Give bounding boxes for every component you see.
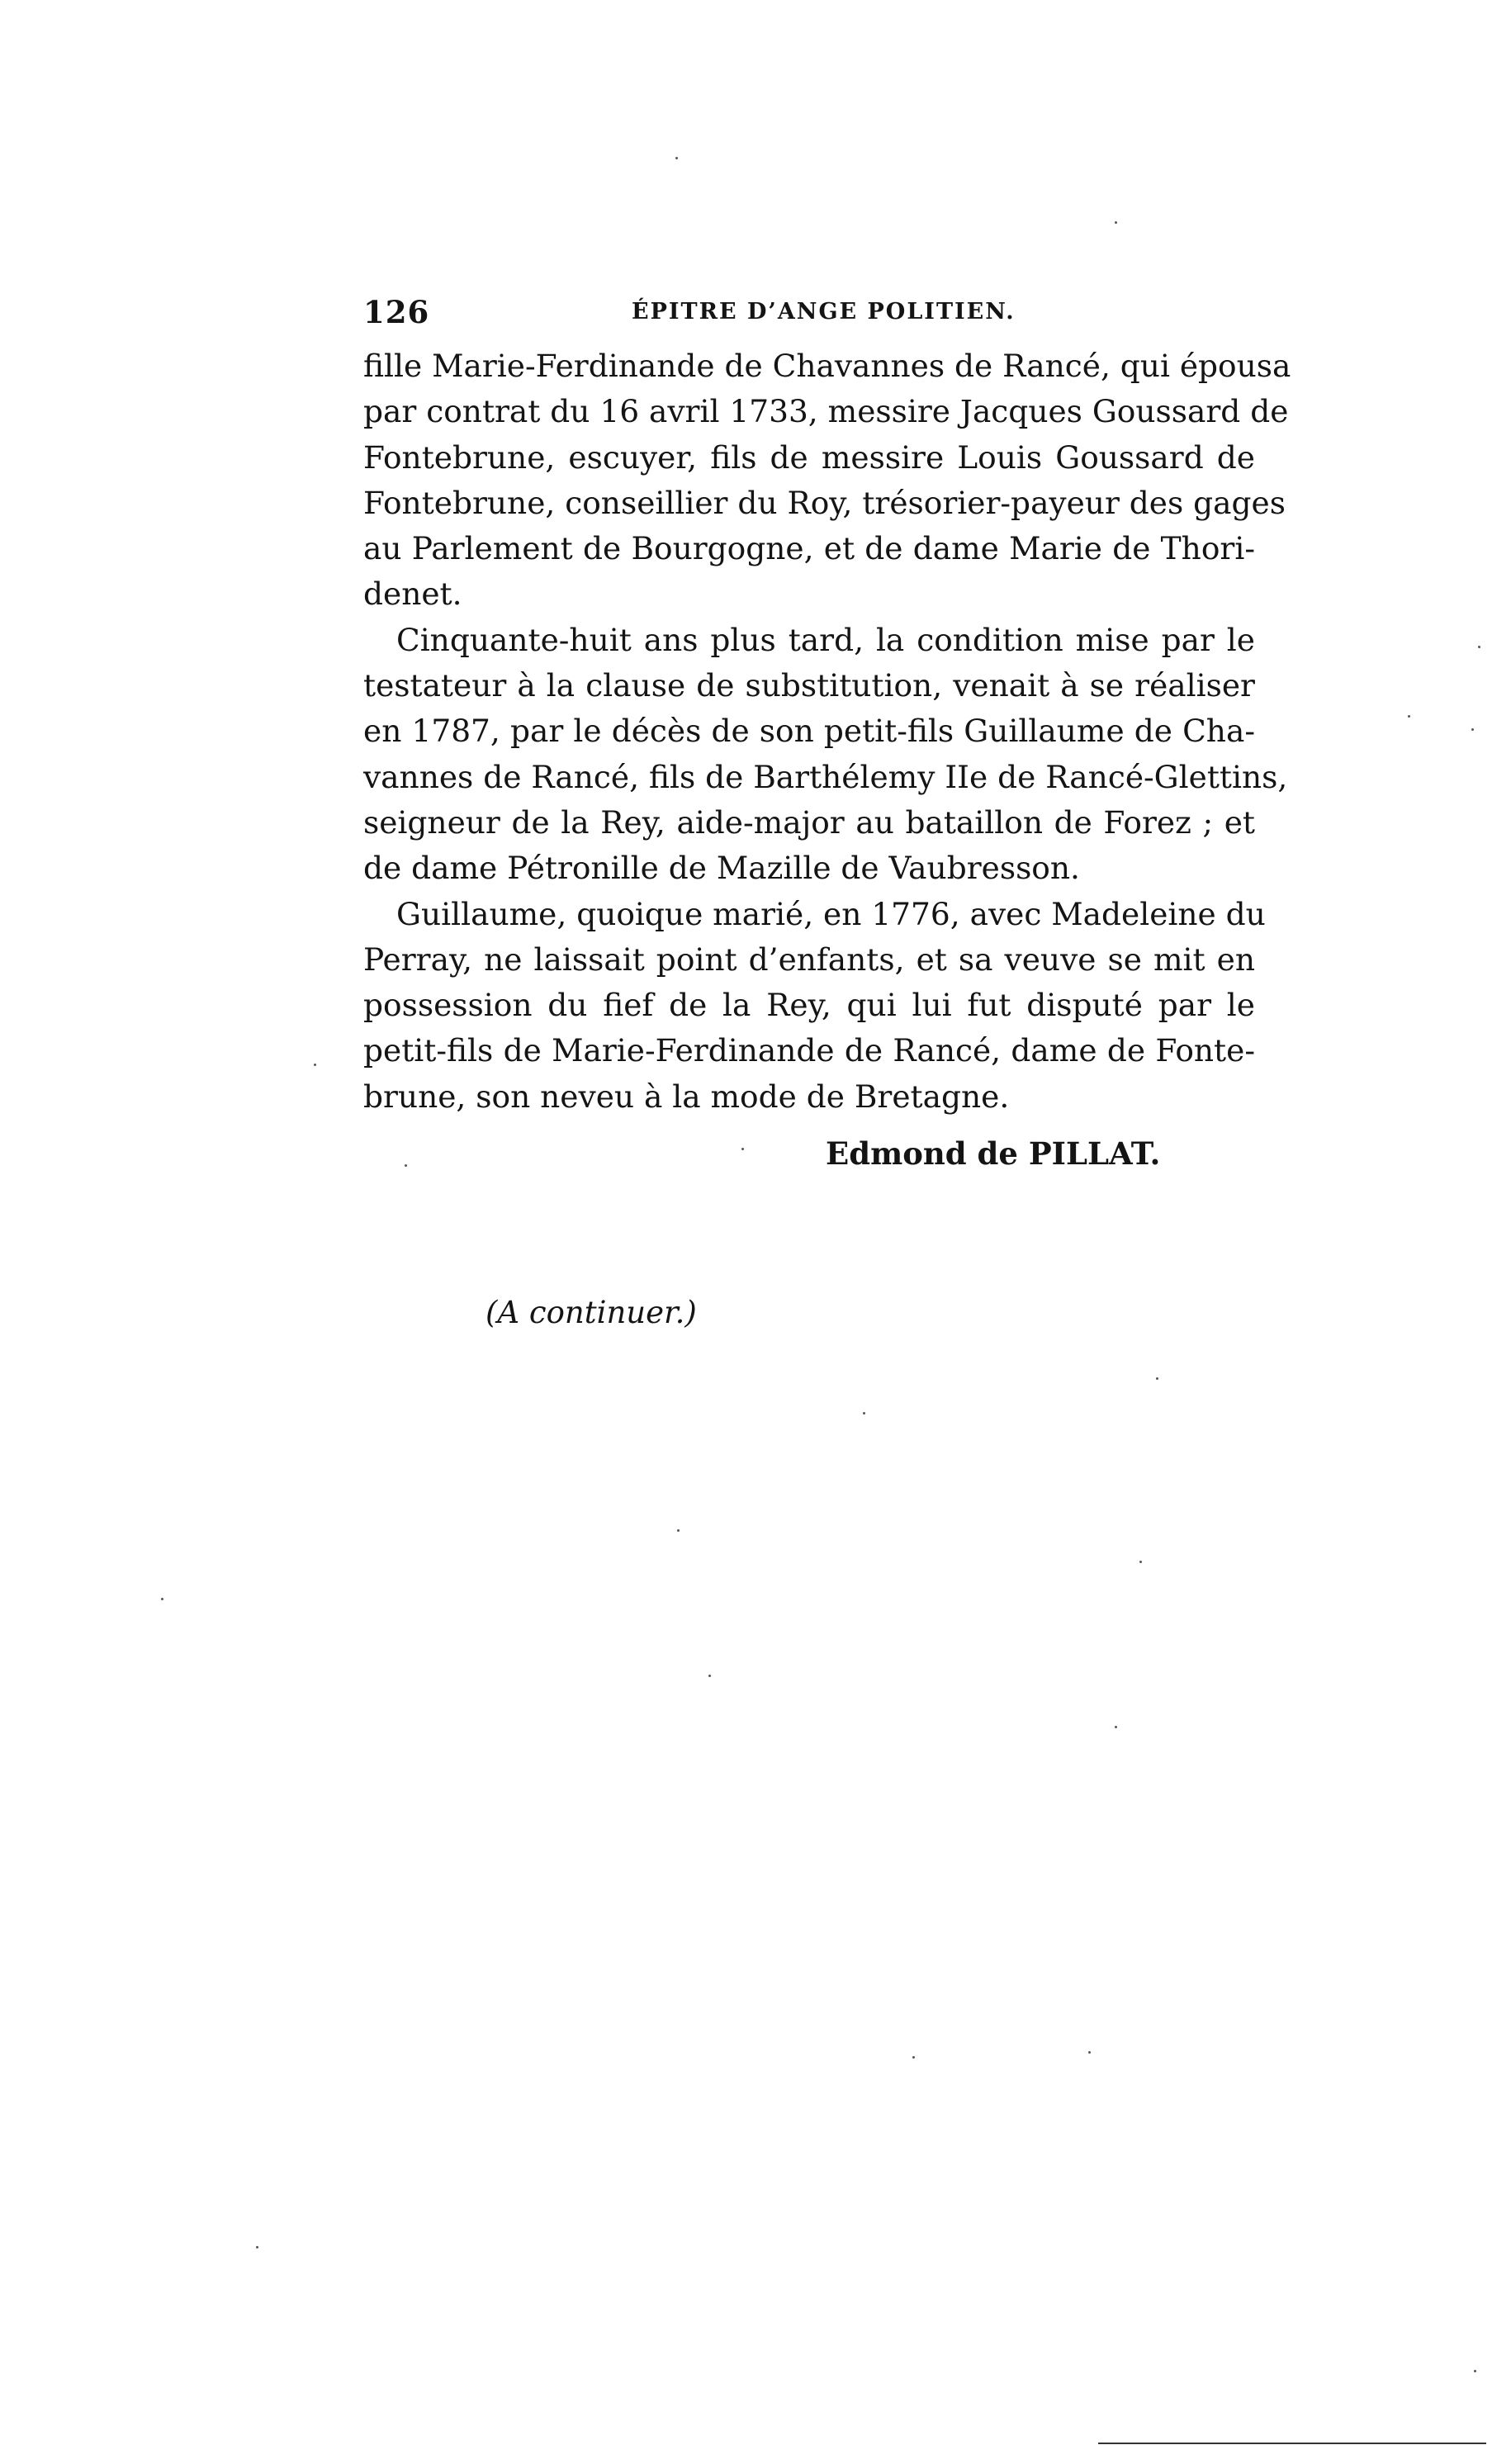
scan-speck	[1088, 2051, 1091, 2054]
scan-speck	[1471, 728, 1474, 731]
scan-edge-rule	[1098, 2443, 1486, 2444]
text-line: fille Marie-Ferdinande de Chavannes de Rancé, qui épousa	[363, 348, 1291, 384]
text-line: Perray, ne laissait point d’enfants, et sa veuve se mit en	[363, 941, 1255, 978]
text-line: Fontebrune, escuyer, fils de messire Louis Goussard de	[363, 438, 1255, 476]
scan-speck	[256, 2246, 258, 2248]
continuation-note: (A continuer.)	[486, 1295, 697, 1330]
scan-speck	[1478, 646, 1480, 648]
author-signature: Edmond de PILLAT.	[826, 1135, 1161, 1172]
scan-speck	[1156, 1377, 1158, 1380]
text-line: vannes de Rancé, fils de Barthélemy IIe de Rancé-Glettins,	[363, 758, 1288, 795]
text-line: de dame Pétronille de Mazille de Vaubresson.	[363, 850, 1080, 887]
page-header	[363, 294, 1239, 335]
scan-speck	[1474, 2370, 1476, 2372]
text-line: au Parlement de Bourgogne, et de dame Marie de Thori-	[363, 530, 1255, 567]
text-line: en 1787, par le décès de son petit-fils Guillaume de Cha-	[363, 713, 1255, 750]
paragraph-3	[363, 892, 1266, 1120]
text-line: Cinquante-huit ans plus tard, la condition mise par le	[396, 621, 1255, 658]
running-title: ÉPITRE D’ANGE POLITIEN.	[632, 299, 1016, 325]
text-line: Fontebrune, conseillier du Roy, trésorier-payeur des gages	[363, 484, 1286, 521]
scan-speck	[741, 1148, 744, 1150]
scan-speck	[314, 1064, 316, 1066]
text-line: possession du fief de la Rey, qui lui fut disputé par le	[363, 987, 1255, 1024]
scan-speck	[1115, 221, 1117, 224]
text-line: testateur à la clause de substitution, venait à se réaliser	[363, 667, 1255, 704]
scan-speck	[161, 1598, 163, 1600]
scan-speck	[708, 1675, 711, 1677]
body-text	[363, 344, 1291, 1120]
scan-speck	[1139, 1561, 1142, 1563]
paragraph-2	[363, 618, 1288, 892]
scan-speck	[863, 1412, 865, 1414]
scan-speck	[912, 2056, 915, 2059]
text-line: petit-fils de Marie-Ferdinande de Rancé, dame de Fonte-	[363, 1032, 1255, 1069]
scan-speck	[677, 1529, 680, 1532]
text-line: seigneur de la Rey, aide-major au bataillon de Forez ; et	[363, 803, 1255, 841]
scan-speck	[1408, 715, 1410, 718]
text-line: par contrat du 16 avril 1733, messire Jacques Goussard de	[363, 393, 1289, 430]
text-line: denet.	[363, 576, 462, 613]
page-number: 126	[363, 294, 430, 330]
paragraph-1	[363, 344, 1291, 618]
text-line: brune, son neveu à la mode de Bretagne.	[363, 1078, 1010, 1115]
text-line: Guillaume, quoique marié, en 1776, avec Madeleine du	[396, 895, 1266, 932]
scan-speck	[405, 1164, 407, 1167]
scan-speck	[675, 157, 678, 159]
scan-speck	[1115, 1726, 1117, 1728]
